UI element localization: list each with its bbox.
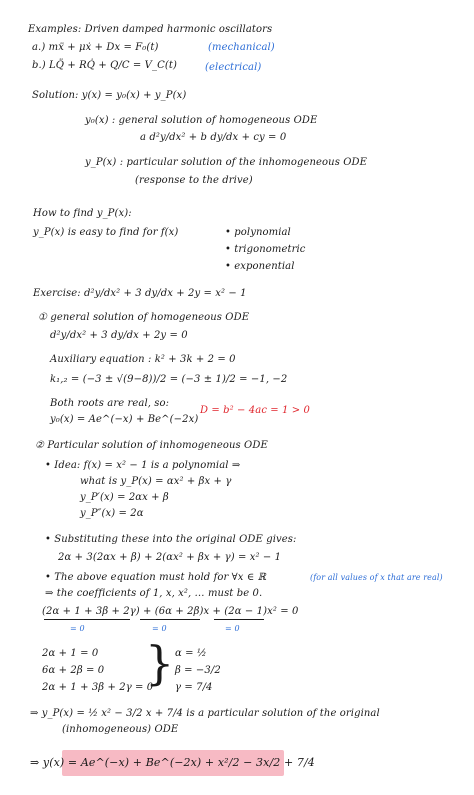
example-a-note: (mechanical): [208, 42, 275, 53]
final-solution: ⇒ y(x) = Ae^(−x) + Be^(−2x) + x²/2 − 3x/2 + 7/4: [30, 756, 315, 769]
bullet-polynomial: • polynomial: [225, 227, 291, 238]
inhomogeneous-ode-note: (inhomogeneous) ODE: [62, 724, 179, 735]
ansatz-line: what is y_P(x) = αx² + βx + γ: [80, 476, 232, 487]
zero-x2-group: = 0: [225, 624, 240, 633]
example-b-equation: b.) LQ̈ + RQ̇ + Q/C = V_C(t): [32, 60, 177, 71]
system-eq-1: 2α + 1 = 0: [42, 648, 99, 659]
step1-ode: d²y/dx² + 3 dy/dx + 2y = 0: [50, 330, 188, 341]
how-to-find-heading: How to find y_P(x):: [33, 208, 132, 219]
gamma-value: γ = 7/4: [175, 682, 213, 693]
solution-line: Solution: y(x) = y₀(x) + y_P(x): [32, 90, 187, 101]
underline-x2-group: [214, 619, 264, 620]
examples-heading: Examples: Driven damped harmonic oscillators: [28, 24, 273, 35]
must-hold-line: • The above equation must hold for ∀x ∈ ℝ: [45, 572, 267, 583]
system-eq-2: 6α + 2β = 0: [42, 665, 105, 676]
system-eq-3: 2α + 1 + 3β + 2γ = 0: [42, 682, 154, 693]
first-derivative: y_P′(x) = 2αx + β: [80, 492, 169, 503]
example-b-note: (electrical): [205, 62, 262, 73]
roots-line: k₁,₂ = (−3 ± √(9−8))/2 = (−3 ± 1)/2 = −1, −2: [50, 374, 288, 385]
auxiliary-equation: Auxiliary equation : k² + 3k + 2 = 0: [50, 354, 236, 365]
exercise-line: Exercise: d²y/dx² + 3 dy/dx + 2y = x² − 1: [33, 288, 247, 299]
idea-line: • Idea: f(x) = x² − 1 is a polynomial ⇒: [45, 460, 241, 471]
step2-heading: ② Particular solution of inhomogeneous ODE: [35, 440, 268, 451]
system-brace: }: [145, 636, 175, 690]
for-all-real-note: (for all values of x that are real): [310, 573, 443, 582]
substituted-equation: 2α + 3(2αx + β) + 2(αx² + βx + γ) = x² − 1: [58, 552, 282, 563]
substituting-line: • Substituting these into the original ODE gives:: [45, 534, 297, 545]
coefficients-zero-line: ⇒ the coefficients of 1, x, x², … must be 0.: [45, 588, 263, 599]
discriminant-note: D = b² − 4ac = 1 > 0: [200, 405, 311, 416]
zero-x-group: = 0: [152, 624, 167, 633]
second-derivative: y_P″(x) = 2α: [80, 508, 144, 519]
zero-constant-group: = 0: [70, 624, 85, 633]
both-roots-real: Both roots are real, so:: [50, 398, 170, 409]
particular-solution-line: ⇒ y_P(x) = ½ x² − 3/2 x + 7/4 is a particular solution of the original: [30, 708, 380, 719]
step1-heading: ① general solution of homogeneous ODE: [38, 312, 250, 323]
beta-value: β = −3/2: [175, 665, 221, 676]
bullet-exponential: • exponential: [225, 261, 295, 272]
homogeneous-solution: y₀(x) = Ae^(−x) + Be^(−2x): [50, 414, 199, 425]
underline-constant-group: [44, 619, 130, 620]
easy-to-find-line: y_P(x) is easy to find for f(x): [33, 227, 179, 238]
alpha-value: α = ½: [175, 648, 207, 659]
bullet-trigonometric: • trigonometric: [225, 244, 306, 255]
yp-response-note: (response to the drive): [135, 175, 253, 186]
example-a-equation: a.) mẍ + μẋ + Dx = F₀(t): [32, 42, 159, 53]
underline-x-group: [140, 619, 200, 620]
homogeneous-ode: a d²y/dx² + b dy/dx + cy = 0: [140, 132, 287, 143]
yp-definition: y_P(x) : particular solution of the inhomogeneous ODE: [85, 157, 368, 168]
grouped-coefficients: (2α + 1 + 3β + 2γ) + (6α + 2β)x + (2α − 1)x² = 0: [42, 606, 299, 617]
y0-definition: y₀(x) : general solution of homogeneous ODE: [85, 115, 318, 126]
